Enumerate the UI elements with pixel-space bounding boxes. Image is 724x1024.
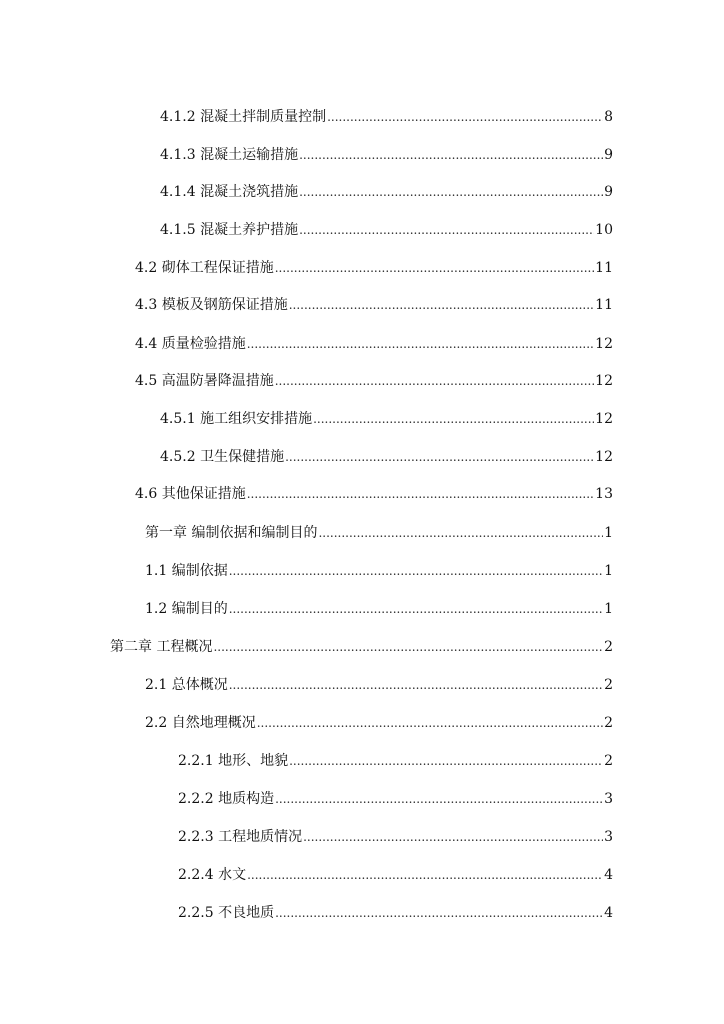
- toc-entry-4-1-3[interactable]: [160, 145, 613, 165]
- toc-entry-2-2-1[interactable]: [178, 751, 613, 771]
- toc-entry-label: 第一章 编制依据和编制目的: [145, 525, 318, 541]
- toc-entry-4-6[interactable]: [135, 484, 613, 504]
- toc-entry-2-2-5[interactable]: [178, 903, 613, 923]
- toc-entry-4-1-4[interactable]: [160, 182, 613, 202]
- toc-entry-page-number: 2: [604, 753, 613, 769]
- toc-entry-2-2-4[interactable]: [178, 865, 613, 885]
- toc-entry-4-1-5[interactable]: [160, 220, 613, 240]
- toc-entry-label: 2.1 总体概况: [145, 677, 228, 693]
- toc-entry-label: 4.5.2 卫生保健措施: [160, 449, 285, 465]
- toc-entry-label: 2.2.1 地形、地貌: [178, 753, 289, 769]
- toc-entry-page-number: 4: [604, 867, 613, 883]
- toc-entry-label: 2.2.4 水文: [178, 867, 247, 883]
- toc-entry-label: 4.6 其他保证措施: [135, 486, 246, 502]
- toc-entry-page-number: 8: [604, 109, 613, 125]
- dot-leader: [318, 523, 603, 543]
- toc-entry-label: 2.2.5 不良地质: [178, 905, 275, 921]
- toc-entry-label: 4.1.5 混凝土养护措施: [160, 222, 299, 238]
- toc-entry-label: 1.2 编制目的: [145, 601, 228, 617]
- toc-entry-1-2[interactable]: [145, 599, 613, 619]
- toc-entry-page-number: 13: [595, 486, 613, 502]
- toc-entry-page-number: 10: [595, 222, 613, 238]
- dot-leader: [229, 675, 603, 695]
- dot-leader: [289, 751, 603, 771]
- toc-entry-page-number: 2: [604, 639, 613, 655]
- toc-entry-label: 4.4 质量检验措施: [135, 336, 246, 352]
- toc-entry-label: 4.1.3 混凝土运输措施: [160, 147, 299, 163]
- toc-entry-page-number: 1: [604, 601, 613, 617]
- dot-leader: [313, 409, 594, 429]
- dot-leader: [327, 107, 603, 127]
- toc-entry-label: 2.2 自然地理概况: [145, 715, 256, 731]
- toc-entry-4-5[interactable]: [135, 371, 613, 391]
- dot-leader: [247, 484, 594, 504]
- toc-entry-page-number: 9: [604, 184, 613, 200]
- toc-entry-page-number: 12: [595, 373, 613, 389]
- toc-entry-2-2-2[interactable]: [178, 789, 613, 809]
- dot-leader: [275, 371, 594, 391]
- toc-entry-label: 2.2.2 地质构造: [178, 791, 275, 807]
- dot-leader: [213, 637, 603, 657]
- toc-entry-page-number: 12: [595, 411, 613, 427]
- dot-leader: [289, 295, 594, 315]
- toc-entry-page-number: 9: [604, 147, 613, 163]
- dot-leader: [247, 865, 603, 885]
- toc-entry-label: 4.1.4 混凝土浇筑措施: [160, 184, 299, 200]
- toc-entry-4-3[interactable]: [135, 295, 613, 315]
- toc-entry-page-number: 3: [604, 791, 613, 807]
- dot-leader: [275, 789, 603, 809]
- toc-entry-page-number: 2: [604, 677, 613, 693]
- dot-leader: [247, 334, 594, 354]
- toc-entry-label: 1.1 编制依据: [145, 563, 228, 579]
- toc-entry-page-number: 11: [595, 260, 613, 276]
- toc-entry-chapter-1[interactable]: [145, 523, 613, 543]
- toc-entry-page-number: 12: [595, 449, 613, 465]
- toc-entry-4-1-2[interactable]: [160, 107, 613, 127]
- dot-leader: [257, 713, 603, 733]
- toc-entry-page-number: 1: [604, 525, 613, 541]
- toc-entry-4-5-2[interactable]: [160, 447, 613, 467]
- dot-leader: [229, 561, 603, 581]
- toc-entry-page-number: 12: [595, 336, 613, 352]
- dot-leader: [229, 599, 603, 619]
- toc-entry-4-5-1[interactable]: [160, 409, 613, 429]
- dot-leader: [285, 447, 594, 467]
- toc-entry-label: 2.2.3 工程地质情况: [178, 829, 303, 845]
- toc-entry-page-number: 4: [604, 905, 613, 921]
- toc-entry-2-2[interactable]: [145, 713, 613, 733]
- toc-entry-4-2[interactable]: [135, 258, 613, 278]
- toc-entry-page-number: 3: [604, 829, 613, 845]
- dot-leader: [275, 903, 603, 923]
- toc-entry-1-1[interactable]: [145, 561, 613, 581]
- dot-leader: [299, 145, 603, 165]
- toc-entry-page-number: 2: [604, 715, 613, 731]
- toc-entry-page-number: 11: [595, 297, 613, 313]
- toc-entry-label: 4.2 砌体工程保证措施: [135, 260, 274, 276]
- toc-entry-label: 4.3 模板及钢筋保证措施: [135, 297, 288, 313]
- dot-leader: [303, 827, 603, 847]
- dot-leader: [299, 182, 603, 202]
- toc-entry-label: 4.5 高温防暑降温措施: [135, 373, 274, 389]
- toc-entry-2-2-3[interactable]: [178, 827, 613, 847]
- toc-entry-2-1[interactable]: [145, 675, 613, 695]
- dot-leader: [275, 258, 594, 278]
- toc-entry-label: 4.5.1 施工组织安排措施: [160, 411, 313, 427]
- toc-entry-chapter-2[interactable]: [110, 637, 613, 657]
- toc-entry-label: 第二章 工程概况: [110, 639, 213, 655]
- toc-entry-label: 4.1.2 混凝土拌制质量控制: [160, 109, 327, 125]
- toc-entry-4-4[interactable]: [135, 334, 613, 354]
- dot-leader: [299, 220, 594, 240]
- toc-entry-page-number: 1: [604, 563, 613, 579]
